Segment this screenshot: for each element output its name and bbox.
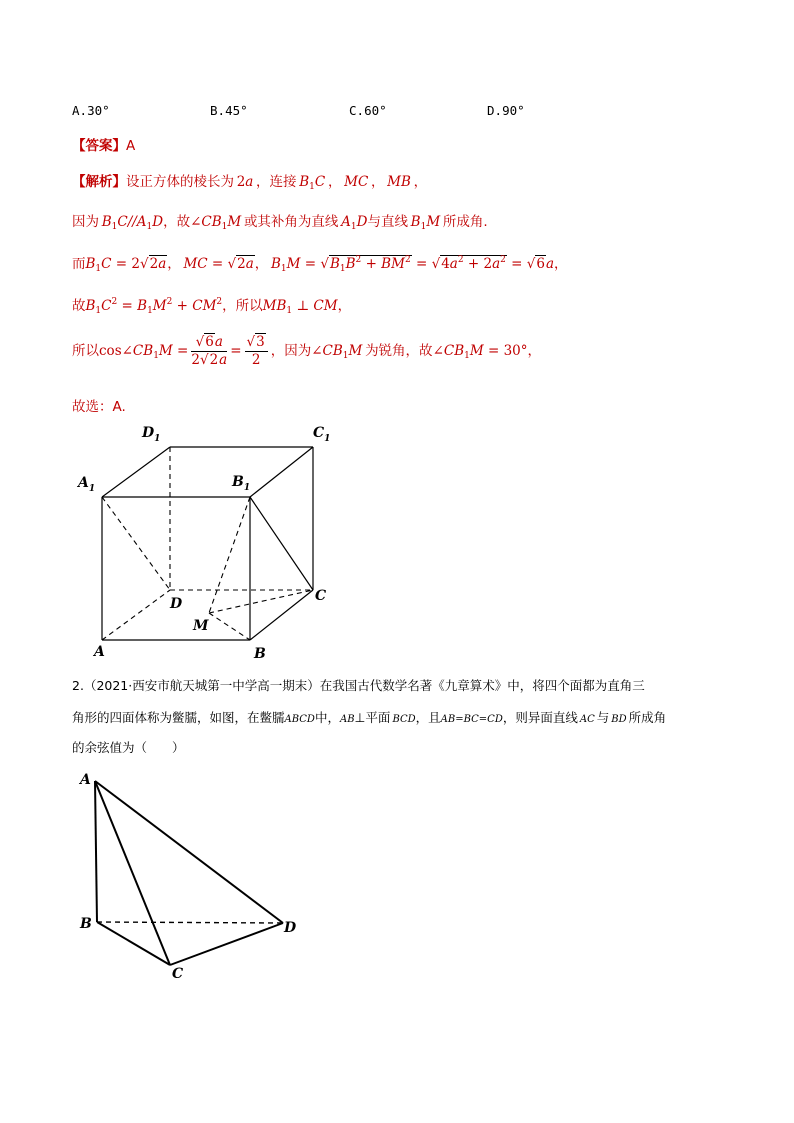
analysis-line-4: 故$B_1C^2 = B_1M^2 + CM^2$，所以$MB_1$ ⊥ CM，: [72, 297, 352, 316]
math-2a: 2a: [236, 174, 257, 190]
label-a: A: [94, 644, 105, 660]
analysis-line-3: 而$B_1C = 2√2a$， MC = √2a， $B_1M = √B_1B^2 + BM^2 = √4a^2 + 2a^2 = √6a$，: [72, 255, 568, 274]
option-b: B.45°: [210, 103, 248, 118]
math-b1c: $B_1C$: [296, 174, 328, 192]
analysis-line-2: 因为 $B_1C//A_1D$，故$\angle CB_1M$ 或其补角为直线 $A_1D$与直线 $B_1M$ 所成角.: [72, 214, 488, 232]
answer-tag: 【答案】: [72, 138, 126, 154]
label-a1: $A_1$: [78, 475, 96, 494]
edge-ab: [95, 781, 97, 922]
analysis-line-1: 【解析】设正方体的棱长为 2a ，连接 $B_1C$ ， MC ， MB ，: [72, 174, 428, 192]
problem2-number: 2.: [72, 678, 84, 693]
label-d1: $D_1$: [142, 425, 161, 444]
math-mb: MB: [384, 174, 414, 190]
label-b1: $B_1$: [232, 474, 251, 493]
label-m: M: [193, 618, 209, 634]
label-b: B: [80, 916, 92, 932]
problem2-line-1: 2.（2021·西安市航天城第一中学高一期末）在我国古代数学名著《九章算术》中，将四个面都为直角三: [72, 678, 645, 693]
problem2-line-3: 的余弦值为（ ）: [72, 740, 185, 755]
math-angle-cb1m: $\angle CB_1M$: [190, 214, 244, 232]
label-d: D: [170, 596, 183, 612]
math-a1d: $A_1D$: [338, 214, 368, 232]
analysis-line-5: 所以$\cos\angle CB_1M$ = $\frac{√6a}{2√2a}$ = $\frac{√3}{2}$ ，因为$\angle CB_1M$ 为锐角，故$\angle CB_1M = 30^\circ$，: [72, 334, 542, 368]
edge-bc: [97, 922, 170, 965]
math-b1c-len: $B_1C = 2√2a$: [85, 256, 167, 274]
edge-cd: [170, 923, 283, 965]
math-result: $\angle CB_1M = 30^\circ$: [432, 343, 528, 361]
option-d: D.90°: [487, 103, 525, 118]
math-parallel: $B_1C//A_1D$: [99, 214, 164, 232]
answer-value: A: [126, 138, 136, 154]
label-c1: $C_1$: [313, 425, 331, 444]
math-cos: $\cos\angle CB_1M$ = $\frac{√6a}{2√2a}$ = $\frac{√3}{2}$: [99, 343, 271, 359]
math-mc: MC: [341, 174, 371, 190]
math-mc-len: MC = √2a: [180, 256, 254, 272]
math-pythag: $B_1C^2 = B_1M^2 + CM^2$: [85, 297, 223, 316]
problem2-source: （2021·西安市航天城第一中学高一期末）: [83, 678, 320, 693]
math-b1m: $B_1M$: [407, 214, 443, 232]
edge-bd: [97, 922, 283, 923]
analysis-tag: 【解析】: [72, 174, 126, 190]
problem2-line-2: 角形的四面体称为鳖臑，如图，在鳖臑ABCD中，AB⊥平面 BCD，且AB=BC=CD，则异面直线 AC 与 BD 所成角: [72, 710, 667, 725]
label-c: C: [315, 588, 327, 604]
option-a: A.30°: [72, 103, 110, 118]
math-angle2: $\angle CB_1M$: [311, 343, 366, 361]
analysis-line-6: 故选：A.: [72, 399, 126, 415]
math-perp: $MB_1$ ⊥ CM: [262, 298, 338, 316]
label-a: A: [80, 772, 91, 788]
label-b: B: [254, 646, 266, 662]
option-c: C.60°: [349, 103, 387, 118]
label-c: C: [172, 966, 184, 982]
label-d: D: [284, 920, 297, 936]
math-b1m-len: $B_1M = √B_1B^2 + BM^2 = √4a^2 + 2a^2 = √6a$: [268, 255, 555, 274]
